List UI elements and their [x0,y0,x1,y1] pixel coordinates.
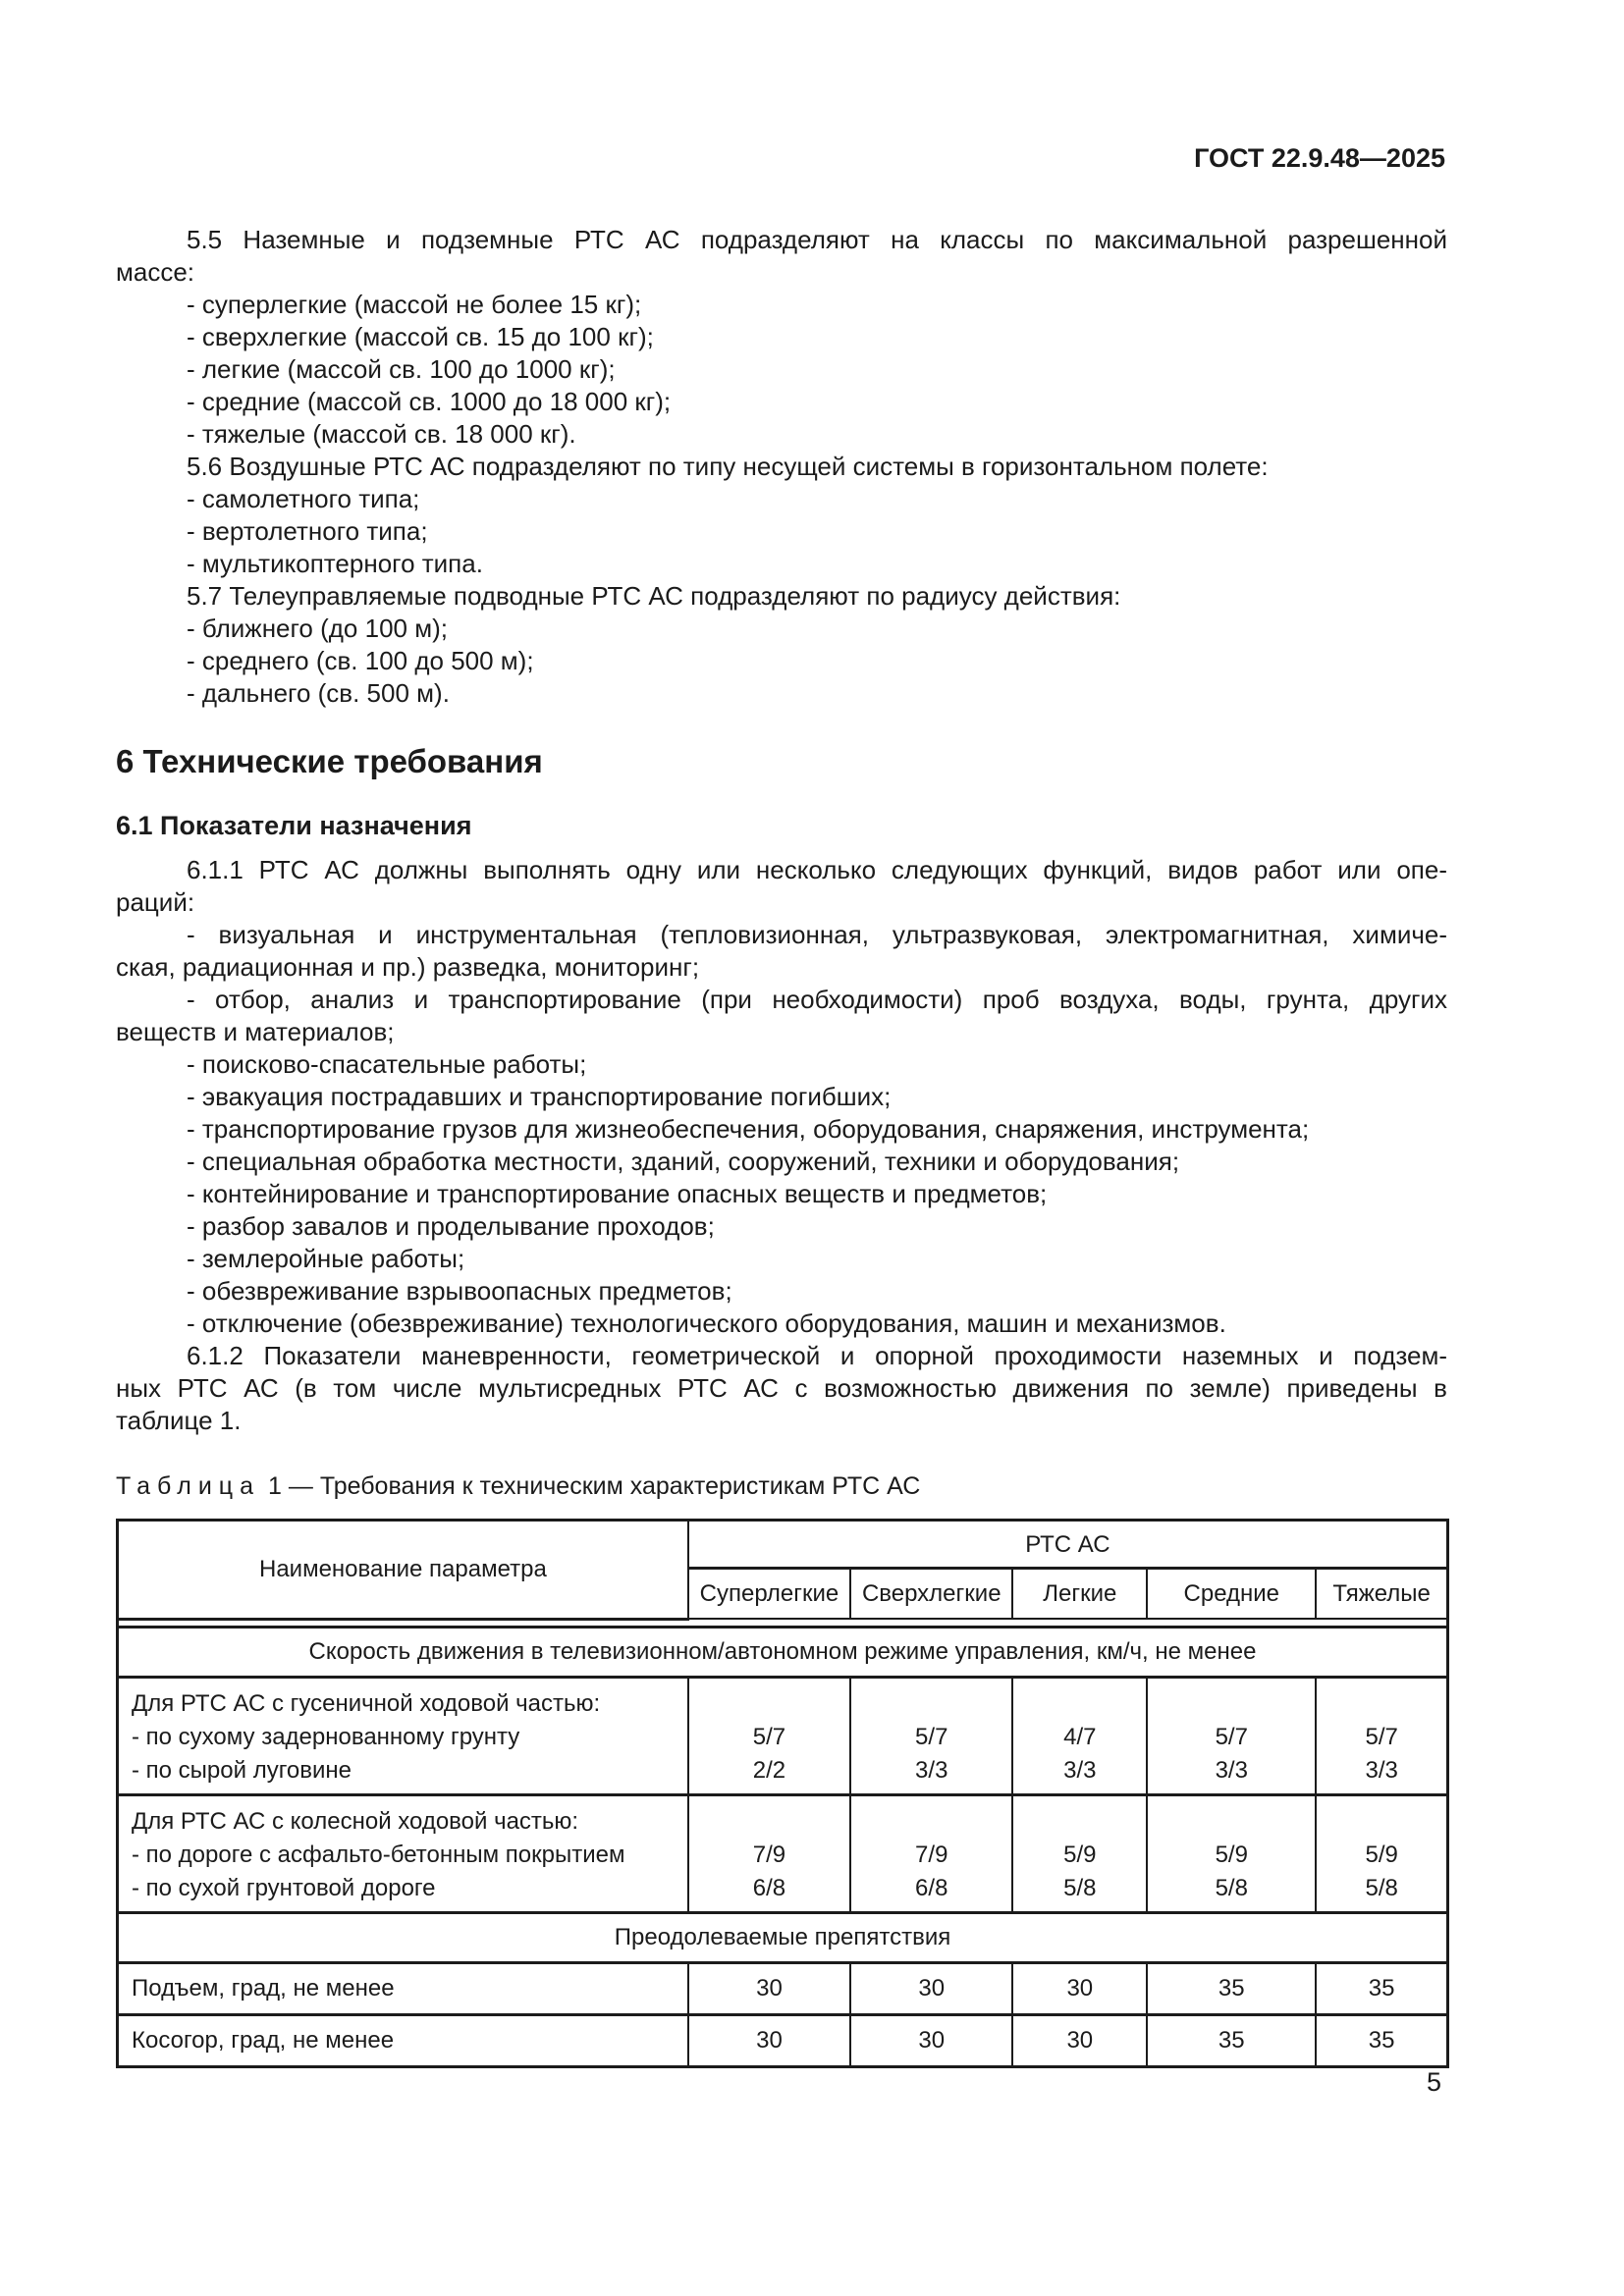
list-item [116,548,1447,580]
list-item [116,515,1447,548]
text-line: - транспортирование грузов для жизнеобеспечения, оборудования, снаряжения, инструмента; [187,1114,1310,1144]
text-line: 6.1.1 РТС АС должны выполнять одну или несколько следующих функций, видов работ или опе- [187,855,1447,884]
text-line: 5.5 Наземные и подземные РТС АС подразделяют на классы по максимальной разрешенной [187,225,1447,254]
text-line: - землеройные работы; [187,1244,465,1273]
table-cell [850,1794,1012,1912]
text-line: - самолетного типа; [187,484,420,513]
value-line: 5/7 [915,1723,948,1750]
group-sub-label: - по сырой луговине [132,1756,352,1784]
value-line: 5/9 [1063,1841,1097,1868]
list-item [116,386,1447,418]
table-span-cell: Преодолеваемые препятствия [118,1912,1448,1962]
text-line: - ближнего (до 100 м); [187,614,448,643]
col-header-class: Легкие [1012,1569,1147,1620]
value-line: 5/7 [1215,1723,1248,1750]
text-line: - поисково-спасательные работы; [187,1049,587,1079]
text-line: веществ и материалов; [116,1017,395,1046]
table-cell: 30 [850,1962,1012,2014]
list-item [116,1146,1447,1178]
text-line: 5.7 Телеуправляемые подводные РТС АС подразделяют по радиусу действия: [187,581,1121,611]
col-header-class: Средние [1147,1569,1316,1620]
list-item [116,1113,1447,1146]
list-item [116,677,1447,710]
spec-table [116,1519,1449,2068]
value-line [1013,1687,1146,1721]
section-heading: 6 Технические требования [116,743,543,779]
value-line [851,1805,1011,1839]
text-line: - эвакуация пострадавших и транспортирование погибших; [187,1082,892,1111]
table-cell [1012,1794,1147,1912]
table-cell [1147,1677,1316,1794]
value-line: 6/8 [915,1874,948,1901]
text-line: - разбор завалов и проделывание проходов; [187,1211,715,1241]
value-line: 3/3 [1215,1756,1248,1784]
text-line: ных РТС АС (в том числе мультисредных РТС АС с возможностью движения по земле) приведены в [116,1373,1447,1403]
header-separator [118,1619,1448,1627]
text-line: - суперлегкие (массой не более 15 кг); [187,290,642,319]
text-line: - средние (массой св. 1000 до 18 000 кг); [187,387,672,416]
text-line: - отключение (обезвреживание) технологического оборудования, машин и механизмов. [187,1308,1226,1338]
list-item [116,613,1447,645]
list-item [116,1308,1447,1340]
list-item [116,1243,1447,1275]
header-separator-row [118,1619,1448,1627]
col-header-parameter: Наименование параметра [118,1521,688,1620]
group-sub-label: - по сухой грунтовой дороге [132,1874,436,1901]
col-header-class: Суперлегкие [688,1569,850,1620]
group-title-line: Для РТС АС с гусеничной ходовой частью: [132,1689,601,1717]
table-cell [688,1677,850,1794]
text-line: - визуальная и инструментальная (тепловизионная, ультразвуковая, электромагнитная, химиче- [187,920,1447,949]
group-label [118,1677,688,1794]
value-line: 5/8 [1365,1874,1398,1901]
text-line: - вертолетного типа; [187,516,428,546]
value-line [1317,1687,1446,1721]
row-label: Косогор, град, не менее [118,2014,688,2066]
text-line: - обезвреживание взрывоопасных предметов; [187,1276,732,1306]
value-line [1013,1805,1146,1839]
table-cell: 30 [688,2014,850,2066]
col-header-group: РТС АС [688,1521,1448,1569]
value-line: 3/3 [1365,1756,1398,1784]
value-line: 4/7 [1063,1723,1097,1750]
table-row [118,1962,1448,2014]
table-row [118,2014,1448,2066]
table-caption [116,1470,1447,1503]
text-line: - дальнего (св. 500 м). [187,678,450,708]
value-line: 5/8 [1215,1874,1248,1901]
table-span-row [118,1627,1448,1677]
list-item [116,645,1447,677]
list-item [116,919,1447,984]
value-line [1317,1805,1446,1839]
table-cell [850,1677,1012,1794]
col-header-class: Тяжелые [1316,1569,1447,1620]
group-sub-label: - по сухому задернованному грунту [132,1723,520,1750]
value-line: 7/9 [752,1841,786,1868]
text-line: 6.1.2 Показатели маневренности, геометрической и опорной проходимости наземных и подзем- [187,1341,1447,1370]
table-cell: 35 [1316,1962,1447,2014]
value-line: 5/7 [1365,1723,1398,1750]
list-item [116,1275,1447,1308]
table-cell [1316,1794,1447,1912]
table-cell [1316,1677,1447,1794]
paragraph [116,451,1447,483]
table-cell: 35 [1147,1962,1316,2014]
text-line: - контейнирование и транспортирование опасных веществ и предметов; [187,1179,1048,1208]
table-header-row-1 [118,1521,1448,1569]
table-cell: 30 [1012,1962,1147,2014]
table-cell [1012,1677,1147,1794]
value-line: 3/3 [1063,1756,1097,1784]
value-line: 5/7 [752,1723,786,1750]
list-item [116,984,1447,1048]
table-group-row [118,1677,1448,1794]
list-item [116,418,1447,451]
paragraph [116,854,1447,919]
text-line: - мультикоптерного типа. [187,549,483,578]
value-line: 5/8 [1063,1874,1097,1901]
paragraph [116,580,1447,613]
value-line [1148,1805,1315,1839]
list-item [116,321,1447,353]
paragraph [116,224,1447,289]
text-line: - сверхлегкие (массой св. 15 до 100 кг); [187,322,654,351]
table-cell: 30 [1012,2014,1147,2066]
value-line [851,1687,1011,1721]
table-caption-word: Таблица [116,1472,261,1500]
list-item [116,1210,1447,1243]
table-group-row [118,1794,1448,1912]
text-line: - отбор, анализ и транспортирование (при необходимости) проб воздуха, воды, грунта, других [187,985,1447,1014]
subsection-heading: 6.1 Показатели назначения [116,811,472,840]
value-line [689,1805,849,1839]
list-item [116,1081,1447,1113]
value-line [1148,1687,1315,1721]
table-caption-rest: 1 — Требования к техническим характеристикам РТС АС [268,1472,921,1500]
table-cell: 30 [688,1962,850,2014]
row-label: Подъем, град, не менее [118,1962,688,2014]
table-cell [1147,1794,1316,1912]
text-line: массе: [116,257,195,287]
value-line: 2/2 [752,1756,786,1784]
value-line: 5/9 [1365,1841,1398,1868]
text-line: - тяжелые (массой св. 18 000 кг). [187,419,576,449]
text-line: таблице 1. [116,1406,242,1435]
table-span-cell: Скорость движения в телевизионном/автономном режиме управления, км/ч, не менее [118,1627,1448,1677]
group-sub-label: - по дороге с асфальто-бетонным покрытием [132,1841,625,1868]
doc-number: ГОСТ 22.9.48—2025 [1194,143,1445,173]
table-span-row [118,1912,1448,1962]
table-cell: 35 [1147,2014,1316,2066]
group-title-line: Для РТС АС с колесной ходовой частью: [132,1807,579,1835]
value-line: 5/9 [1215,1841,1248,1868]
list-item [116,1048,1447,1081]
table-cell: 35 [1316,2014,1447,2066]
paragraph [116,1340,1447,1437]
text-line: 5.6 Воздушные РТС АС подразделяют по типу несущей системы в горизонтальном полете: [187,452,1269,481]
text-line: - специальная обработка местности, зданий, сооружений, техники и оборудования; [187,1147,1180,1176]
col-header-class: Сверхлегкие [850,1569,1012,1620]
value-line: 7/9 [915,1841,948,1868]
text-line: ская, радиационная и пр.) разведка, мониторинг; [116,952,700,982]
list-item [116,483,1447,515]
body-content [116,224,1447,2068]
text-line: - легкие (массой св. 100 до 1000 кг); [187,354,616,384]
value-line: 6/8 [752,1874,786,1901]
text-line: раций: [116,887,195,917]
value-line [689,1687,849,1721]
list-item [116,1178,1447,1210]
page-number: 5 [1426,2067,1441,2097]
list-item [116,353,1447,386]
table-cell: 30 [850,2014,1012,2066]
value-line: 3/3 [915,1756,948,1784]
group-label [118,1794,688,1912]
text-line: - среднего (св. 100 до 500 м); [187,646,534,675]
table-cell [688,1794,850,1912]
list-item [116,289,1447,321]
